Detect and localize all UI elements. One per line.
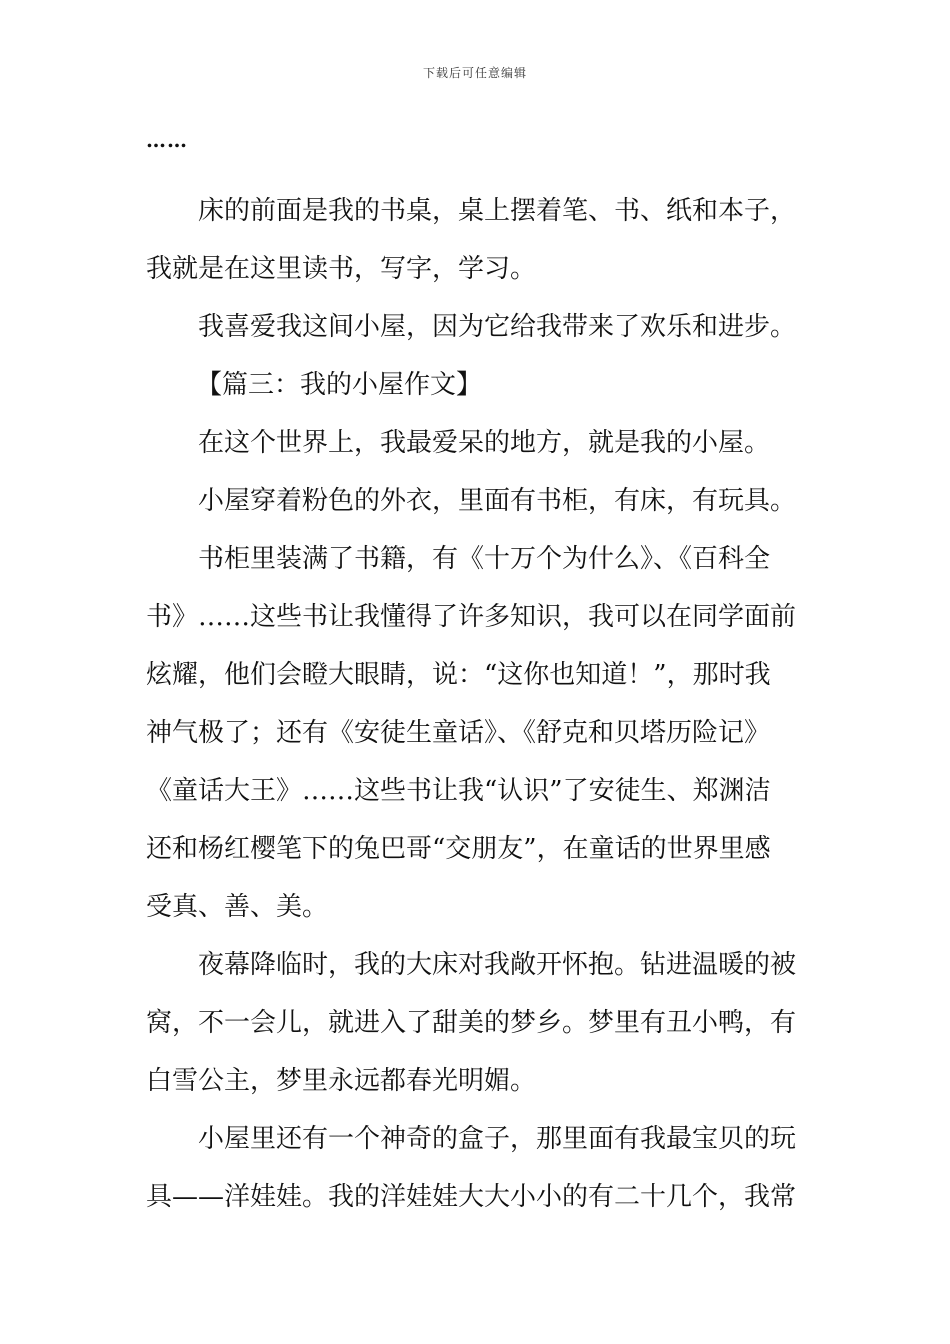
text-line: 白雪公主，梦里永远都春光明媚。	[146, 1066, 537, 1096]
text-line: 具——洋娃娃。我的洋娃娃大大小小的有二十几个，我常	[146, 1182, 797, 1212]
text-line: 我喜爱我这间小屋，因为它给我带来了欢乐和进步。	[198, 312, 797, 342]
text-line: 还和杨红樱笔下的兔巴哥“交朋友”，在童话的世界里感	[146, 834, 771, 864]
text-line: 书》……这些书让我懂得了许多知识，我可以在同学面前	[146, 602, 797, 632]
page-header: 下载后可任意编辑	[422, 66, 527, 80]
continuation-ellipsis: ……	[146, 128, 188, 152]
text-line: 小屋穿着粉色的外衣，里面有书柜，有床，有玩具。	[198, 486, 797, 516]
text-line: 书柜里装满了书籍，有《十万个为什么》、《百科全	[198, 544, 771, 574]
section-heading: 【篇三：我的小屋作文】	[196, 370, 483, 400]
text-line: 小屋里还有一个神奇的盒子，那里面有我最宝贝的玩	[198, 1124, 797, 1154]
text-line: 受真、善、美。	[146, 892, 329, 922]
text-line: 《童话大王》……这些书让我“认识”了安徒生、郑渊洁	[146, 776, 771, 806]
text-line: 炫耀，他们会瞪大眼睛，说：“这你也知道！”，那时我	[146, 660, 771, 690]
text-line: 窝，不一会儿，就进入了甜美的梦乡。梦里有丑小鸭，有	[146, 1008, 797, 1038]
text-line: 在这个世界上，我最爱呆的地方，就是我的小屋。	[198, 428, 771, 458]
text-line: 床的前面是我的书桌，桌上摆着笔、书、纸和本子，	[198, 196, 797, 226]
essay-body	[146, 182, 808, 1226]
text-line: 神气极了；还有《安徒生童话》、《舒克和贝塔历险记》	[146, 718, 771, 748]
text-line: 我就是在这里读书，写字，学习。	[146, 254, 537, 284]
text-line: 夜幕降临时，我的大床对我敞开怀抱。钻进温暖的被	[198, 950, 797, 980]
